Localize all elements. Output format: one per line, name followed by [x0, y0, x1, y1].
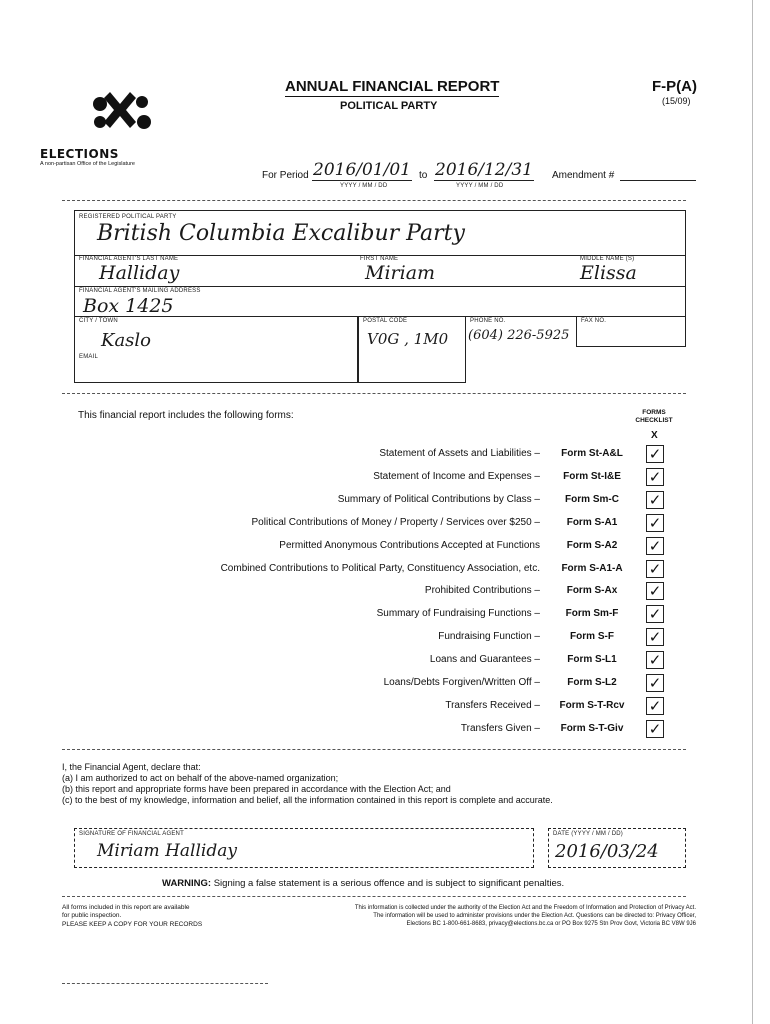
form-description: Fundraising Function – — [438, 631, 540, 643]
check-mark-icon: ✓ — [648, 467, 662, 486]
city-contact-row — [74, 316, 358, 383]
logo-mark-icon — [70, 92, 180, 152]
form-checkbox[interactable] — [646, 605, 664, 623]
mailing-address-label: FINANCIAL AGENT'S MAILING ADDRESS — [79, 288, 201, 294]
amendment-field[interactable] — [620, 168, 696, 181]
form-checklist-row — [0, 537, 770, 557]
footer-right-line-2: The information will be used to administer provisions under the Election Act. Questions can be directed to: Privacy Officer, — [373, 913, 696, 919]
form-description: Statement of Assets and Liabilities – — [379, 448, 540, 459]
signature-label: SIGNATURE OF FINANCIAL AGENT — [79, 831, 184, 837]
report-subtitle: POLITICAL PARTY — [340, 100, 438, 112]
check-mark-icon: ✓ — [648, 582, 662, 601]
footer-left — [62, 904, 202, 929]
form-checkbox[interactable] — [646, 468, 664, 486]
middle-name-field[interactable] — [580, 254, 685, 286]
mailing-address-field[interactable] — [74, 286, 686, 317]
middle-name-value: Elissa — [580, 262, 637, 284]
check-mark-icon: ✓ — [648, 605, 662, 624]
form-description: Loans and Guarantees – — [429, 654, 540, 666]
form-description: Transfers Received – — [445, 699, 540, 711]
checklist-header: FORMS CHECKLIST — [635, 409, 673, 424]
check-mark-icon: ✓ — [648, 651, 662, 670]
agent-name-row — [74, 254, 686, 287]
form-checkbox[interactable] — [646, 674, 664, 692]
checklist-x: X — [651, 430, 658, 441]
form-code-label: Form Sm-C — [565, 493, 619, 505]
logo-tagline: A non-partisan Office of the Legislature — [40, 161, 135, 167]
form-code-label: Form Sm-F — [565, 608, 619, 620]
form-date-code: (15/09) — [662, 96, 691, 106]
check-mark-icon: ✓ — [648, 490, 662, 509]
period-to-value: 2016/12/31 — [435, 160, 533, 180]
form-checklist-row — [0, 560, 770, 580]
check-mark-icon: ✓ — [648, 445, 662, 463]
form-description: Political Contributions of Money / Property / Services over $250 – — [251, 516, 540, 528]
period-to-label: to — [419, 170, 428, 181]
period-label: For Period — [262, 170, 309, 181]
phone-field[interactable] — [466, 316, 574, 346]
form-code-label: Form St-A&L — [561, 448, 623, 459]
declaration-block — [62, 762, 553, 806]
declaration-a: (a) I am authorized to act on behalf of the above-named organization; — [62, 773, 339, 783]
divider-footer — [62, 896, 686, 897]
phone-label: PHONE NO. — [470, 318, 506, 324]
mailing-address-value: Box 1425 — [83, 295, 174, 317]
city-label: CITY / TOWN — [79, 318, 118, 324]
footer-left-line-3: PLEASE KEEP A COPY FOR YOUR RECORDS — [62, 921, 203, 928]
city-field[interactable] — [75, 316, 357, 352]
form-code-label: Form S-A1-A — [561, 562, 623, 574]
middle-name-label: MIDDLE NAME (S) — [580, 256, 635, 262]
form-code: F-P(A) — [652, 78, 697, 95]
amendment-label: Amendment # — [552, 170, 615, 181]
divider-top — [62, 200, 686, 201]
form-description: Prohibited Contributions – — [424, 585, 540, 597]
fax-field[interactable] — [576, 316, 686, 347]
period-from-field[interactable] — [312, 160, 412, 181]
registered-party-label: REGISTERED POLITICAL PARTY — [79, 214, 177, 220]
form-checklist-row — [0, 720, 770, 740]
declaration-intro: I, the Financial Agent, declare that: — [62, 762, 201, 772]
form-description: Combined Contributions to Political Party, Constituency Association, etc. — [220, 562, 540, 574]
form-checklist-row — [0, 605, 770, 625]
form-checkbox[interactable] — [646, 582, 664, 600]
first-name-label: FIRST NAME — [360, 256, 399, 262]
footer-right — [246, 904, 696, 928]
check-mark-icon: ✓ — [648, 674, 662, 692]
first-name-value: Miriam — [365, 262, 436, 284]
form-checklist-row — [0, 674, 770, 694]
email-label: EMAIL — [79, 354, 99, 360]
form-checkbox[interactable] — [646, 628, 664, 646]
divider-middle — [62, 393, 686, 394]
check-mark-icon: ✓ — [648, 696, 662, 715]
form-checklist-row — [0, 651, 770, 671]
form-code-label: Form S-Ax — [566, 585, 618, 597]
form-description: Summary of Political Contributions by Class – — [337, 493, 540, 505]
fax-label: FAX NO. — [581, 318, 607, 324]
postal-code-value: V0G , 1M0 — [367, 330, 449, 348]
form-code-label: Form S-T-Rcv — [559, 699, 625, 711]
form-code-label: Form S-L2 — [567, 677, 617, 688]
check-mark-icon: ✓ — [648, 559, 662, 578]
form-code-label: Form S-A2 — [566, 539, 618, 551]
form-description: Summary of Fundraising Functions – — [376, 608, 540, 620]
elections-logo — [70, 92, 180, 152]
form-checkbox[interactable] — [646, 514, 664, 532]
period-from-hint: YYYY / MM / DD — [340, 183, 388, 189]
form-checkbox[interactable] — [646, 651, 664, 669]
form-checklist-row — [0, 697, 770, 717]
last-name-label: FINANCIAL AGENT'S LAST NAME — [79, 256, 179, 262]
form-checklist-row — [0, 582, 770, 602]
period-to-field[interactable] — [434, 160, 534, 181]
signature-value: Miriam Halliday — [97, 841, 237, 861]
form-code-label: Form S-A1 — [566, 516, 618, 528]
warning-text: Signing a false statement is a serious offence and is subject to significant penalties. — [213, 878, 565, 889]
email-field[interactable] — [75, 352, 357, 380]
form-checkbox[interactable] — [646, 537, 664, 555]
form-code-label: Form S-F — [570, 631, 614, 643]
form-code-label: Form S-T-Giv — [560, 722, 624, 734]
form-description: Transfers Given – — [460, 722, 540, 734]
check-mark-icon: ✓ — [648, 513, 662, 532]
form-description: Loans/Debts Forgiven/Written Off – — [383, 677, 540, 688]
form-checklist-row — [0, 514, 770, 534]
form-checklist-row — [0, 468, 770, 488]
form-checklist-row — [0, 491, 770, 511]
period-from-value: 2016/01/01 — [313, 160, 411, 180]
divider-declaration — [62, 749, 686, 750]
form-checkbox[interactable] — [646, 491, 664, 509]
registered-party-value: British Columbia Excalibur Party — [97, 221, 465, 246]
check-mark-icon: ✓ — [648, 628, 662, 647]
footer-left-line-2: for public inspection. — [62, 912, 122, 919]
page-right-edge — [752, 0, 753, 1024]
registered-party-field[interactable] — [74, 210, 686, 256]
form-checkbox[interactable] — [646, 697, 664, 715]
declaration-c: (c) to the best of my knowledge, information and belief, all the information contained in this report is complete and accurate. — [62, 795, 553, 805]
form-description: Statement of Income and Expenses – — [373, 470, 540, 482]
warning-label: WARNING: — [162, 878, 212, 889]
postal-code-label: POSTAL CODE — [363, 318, 408, 324]
warning-line — [162, 878, 564, 889]
form-description: Permitted Anonymous Contributions Accepted at Functions — [279, 539, 540, 551]
check-mark-icon: ✓ — [648, 719, 662, 738]
party-section — [74, 210, 686, 385]
phone-value: (604) 226-5925 — [468, 328, 570, 343]
report-title: ANNUAL FINANCIAL REPORT — [285, 78, 500, 95]
date-signed-field[interactable] — [548, 828, 686, 868]
form-checklist-row — [0, 445, 770, 465]
form-checkbox[interactable] — [646, 560, 664, 578]
forms-intro: This financial report includes the following forms: — [78, 410, 294, 421]
footer-right-line-1: This information is collected under the authority of the Election Act and the Freedom of Information and Protection of Privacy Act. — [354, 905, 696, 911]
form-checklist-row — [0, 628, 770, 648]
form-code-label: Form S-L1 — [567, 654, 617, 666]
check-mark-icon: ✓ — [648, 536, 662, 555]
declaration-b: (b) this report and appropriate forms have been prepared in accordance with the Election Act; and — [62, 784, 451, 794]
form-checkbox[interactable] — [646, 720, 664, 738]
postal-code-field[interactable] — [358, 316, 466, 383]
date-signed-value: 2016/03/24 — [555, 841, 659, 862]
footer-right-line-3: Elections BC 1-800-661-8683, privacy@elections.bc.ca or PO Box 9275 Stn Prov Govt, Victoria BC V8W 9J6 — [406, 921, 696, 927]
logo-org-name: ELECTIONS — [40, 147, 119, 161]
form-code-label: Form St-I&E — [563, 470, 621, 482]
city-value: Kaslo — [101, 330, 152, 351]
first-name-field[interactable] — [360, 254, 570, 286]
period-to-hint: YYYY / MM / DD — [456, 183, 504, 189]
date-signed-label: DATE (YYYY / MM / DD) — [553, 831, 623, 837]
last-name-field[interactable] — [75, 254, 355, 286]
bottom-stub-line — [62, 983, 268, 984]
footer-left-line-1: All forms included in this report are available — [62, 904, 190, 911]
last-name-value: Halliday — [99, 262, 180, 284]
form-checkbox[interactable] — [646, 445, 664, 463]
signature-field[interactable] — [74, 828, 534, 868]
